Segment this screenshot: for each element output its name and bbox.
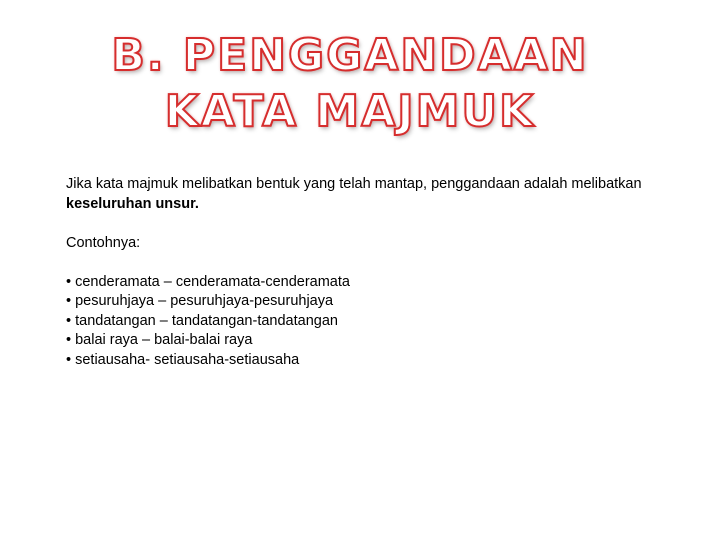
examples-label: Contohnya: <box>66 234 141 251</box>
intro-text: Jika kata majmuk melibatkan bentuk yang telah mantap, penggandaan adalah melibatkan <box>66 176 642 192</box>
list-item: • cenderamata – cenderamata-cenderamata <box>66 273 350 290</box>
examples-list <box>66 273 666 371</box>
list-item: • balai raya – balai-balai raya <box>66 332 253 348</box>
intro-emphasis: keseluruhan unsur. <box>66 195 199 212</box>
list-item: • setiausaha- setiausaha-setiausaha <box>66 351 300 368</box>
title-line-2: KATA MAJMUK <box>164 86 536 137</box>
list-item: • tandatangan – tandatangan-tandatangan <box>66 312 338 329</box>
slide-body <box>66 175 666 370</box>
list-item: • pesuruhjaya – pesuruhjaya-pesuruhjaya <box>66 293 334 309</box>
slide-title <box>0 28 700 140</box>
spacer <box>66 214 666 234</box>
spacer <box>66 253 666 273</box>
title-line-1: B. PENGGANDAAN <box>111 30 589 81</box>
intro-paragraph <box>66 175 666 214</box>
